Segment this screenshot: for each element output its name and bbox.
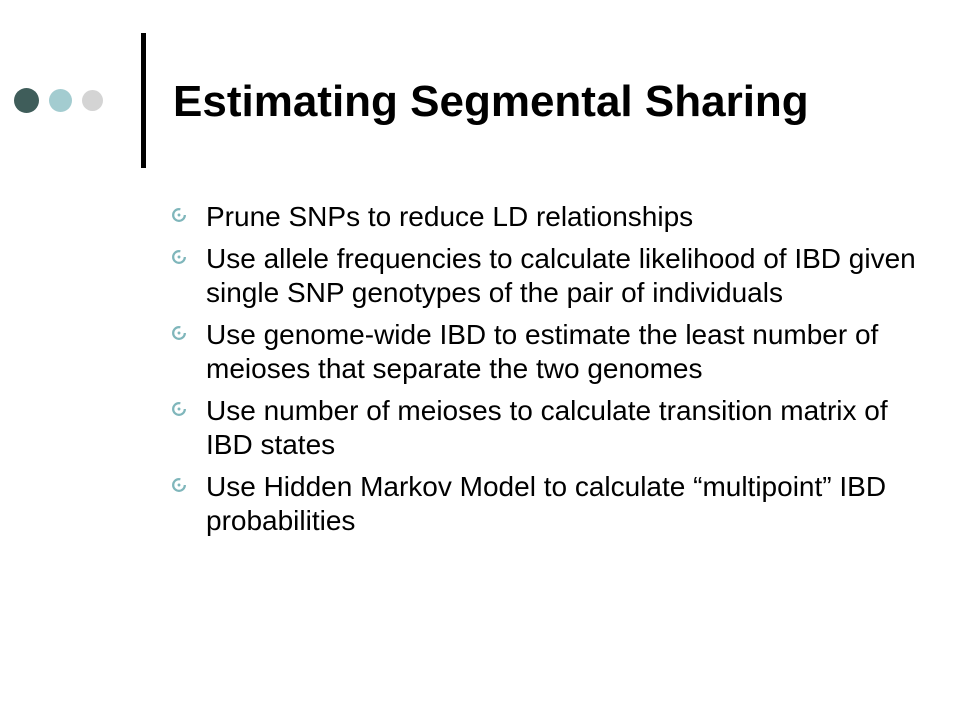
swirl-bullet-icon <box>170 324 188 342</box>
teal-dot <box>49 89 72 112</box>
gray-dot <box>82 90 103 111</box>
bullet-text: Use Hidden Markov Model to calculate “multipoint” IBD probabilities <box>206 471 887 536</box>
bullet-item <box>170 318 930 386</box>
swirl-bullet-icon <box>170 248 188 266</box>
bullet-text: Use genome-wide IBD to estimate the least number of meioses that separate the two genomes <box>206 319 879 384</box>
bullet-text: Use allele frequencies to calculate likelihood of IBD given single SNP genotypes of the pair of individuals <box>206 243 916 308</box>
bullet-item <box>170 470 930 538</box>
bullet-item <box>170 200 930 234</box>
swirl-bullet-icon <box>170 476 188 494</box>
bullet-list <box>170 200 930 546</box>
swirl-bullet-icon <box>170 400 188 418</box>
bullet-text: Prune SNPs to reduce LD relationships <box>206 201 694 232</box>
decorative-dots <box>14 86 113 114</box>
swirl-bullet-icon <box>170 206 188 224</box>
slide-title: Estimating Segmental Sharing <box>173 77 809 126</box>
bullet-text: Use number of meioses to calculate transition matrix of IBD states <box>206 395 888 460</box>
title-divider <box>141 33 146 168</box>
dark-dot <box>14 88 39 113</box>
bullet-item <box>170 394 930 462</box>
bullet-item <box>170 242 930 310</box>
